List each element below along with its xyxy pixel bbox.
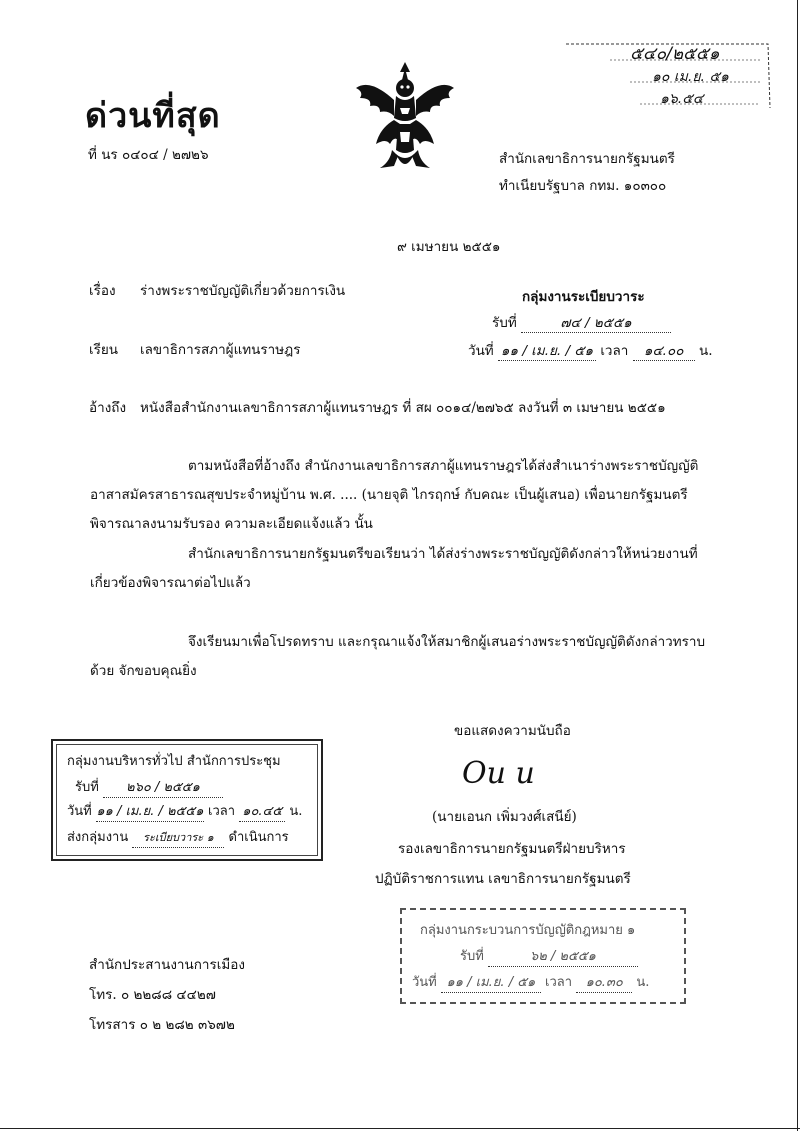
left-stamp-group-label: ส่งกลุ่มงาน	[67, 830, 129, 845]
stamp-date: ๑๐ เม.ย. ๕๑	[652, 69, 729, 85]
bottom-stamp-time-value: ๑๐.๓๐	[576, 974, 632, 993]
registry-received-label: รับที่	[492, 315, 517, 331]
bottom-stamp-title: กลุ่มงานกระบวนการบัญญัติกฎหมาย ๑	[420, 923, 636, 938]
registry-date-label: วันที่	[468, 343, 494, 359]
left-stamp-received-value: ๒๖๐ / ๒๕๕๑	[103, 779, 223, 798]
registry-received-value: ๗๔ / ๒๕๕๑	[521, 314, 671, 333]
left-stamp-date-value: ๑๑ / เม.ย. / ๒๕๕๑	[96, 803, 204, 822]
left-stamp-group-value: ระเบียบวาระ ๑	[132, 829, 224, 848]
left-receiving-stamp	[51, 739, 323, 861]
letter-date: ๙ เมษายน ๒๕๕๑	[397, 239, 501, 255]
left-stamp-date-label: วันที่	[67, 804, 92, 819]
left-stamp-received	[75, 779, 223, 798]
left-stamp-time-label: เวลา	[208, 804, 236, 819]
subject-text: ร่างพระราชบัญญัติเกี่ยวด้วยการเงิน	[140, 283, 346, 299]
left-stamp-time-suffix: น.	[289, 804, 303, 819]
left-stamp-date	[67, 803, 302, 822]
page-border-bottom	[0, 1128, 800, 1129]
office-name: สำนักเลขาธิการนายกรัฐมนตรี	[499, 151, 675, 167]
top-right-registry-stamp	[560, 34, 775, 112]
stamp-time: ๑๖.๕๔	[660, 91, 704, 107]
registry-time-label: เวลา	[600, 343, 629, 359]
urgency-heading: ด่วนที่สุด	[85, 96, 221, 136]
signatory-position: รองเลขาธิการนายกรัฐมนตรีฝ่ายบริหาร	[398, 841, 626, 857]
registry-stamp-title: กลุ่มงานระเบียบวาระ	[522, 289, 645, 305]
bottom-stamp-date-value: ๑๑ / เม.ย. / ๕๑	[441, 974, 541, 993]
left-stamp-action-label: ดำเนินการ	[228, 830, 289, 845]
office-address: ทำเนียบรัฐบาล กทม. ๑๐๓๐๐	[499, 178, 667, 194]
bottom-stamp-received	[460, 948, 638, 967]
bottom-stamp-received-label: รับที่	[460, 949, 484, 964]
signatory-name: (นายเอนก เพิ่มวงศ์เสนีย์)	[432, 809, 577, 825]
page-border-right	[797, 0, 798, 1131]
reference-number: ที่ นร ๐๔๐๔ / ๒๗๒๖	[88, 147, 209, 163]
left-stamp-title: กลุ่มงานบริหารทั่วไป สำนักการประชุม	[67, 754, 281, 769]
left-stamp-group	[67, 829, 289, 848]
bottom-stamp-date-label: วันที่	[412, 975, 437, 990]
body-paragraph-1: ตามหนังสือที่อ้างถึง สำนักงานเลขาธิการสภาผู้แทนราษฎรได้ส่งสำเนาร่างพระราชบัญญัติอาสาสมัครสาธารณสุขประจำหมู่บ้าน พ.ศ. .... (นายจุติ ไกรฤกษ์ กับคณะ เป็นผู้เสนอ) เพื่อนายกรัฐมนตรีพิจารณาลงนามรับรอง ความละเอียดแจ้งแล้ว นั้น	[90, 458, 699, 532]
footer-department: สำนักประสานงานการเมือง	[89, 957, 245, 973]
bottom-stamp-date	[412, 974, 649, 993]
recipient-text: เลขาธิการสภาผู้แทนราษฎร	[140, 342, 301, 358]
subject-label: เรื่อง	[89, 283, 116, 299]
bottom-stamp-time-label: เวลา	[545, 975, 573, 990]
body-paragraph-2: สำนักเลขาธิการนายกรัฐมนตรีขอเรียนว่า ได้ส่งร่างพระราชบัญญัติดังกล่าวให้หน่วยงานที่เกี่ยวข้องพิจารณาต่อไปแล้ว	[90, 546, 698, 591]
body-paragraph-3: จึงเรียนมาเพื่อโปรดทราบ และกรุณาแจ้งให้สมาชิกผู้เสนอร่างพระราชบัญญัติดังกล่าวทราบด้วย จักขอบคุณยิ่ง	[90, 634, 706, 679]
footer-phone: โทร. ๐ ๒๒๘๘ ๔๔๒๗	[89, 987, 216, 1003]
signature: Ou u	[462, 756, 535, 791]
bottom-stamp-received-value: ๖๒ / ๒๕๕๑	[488, 948, 638, 967]
stamp-registry-number: ๕๔๐/๒๕๕๑	[630, 44, 720, 64]
reference-label: อ้างถึง	[89, 400, 127, 416]
registry-stamp-received	[492, 314, 671, 333]
reference-text: หนังสือสำนักงานเลขาธิการสภาผู้แทนราษฎร ที่ สผ ๐๐๑๔/๒๗๖๕ ลงวันที่ ๓ เมษายน ๒๕๕๑	[140, 400, 666, 416]
bottom-stamp-time-suffix: น.	[636, 975, 650, 990]
signatory-acting-position: ปฏิบัติราชการแทน เลขาธิการนายกรัฐมนตรี	[375, 871, 631, 887]
garuda-emblem-icon	[350, 58, 460, 176]
registry-date-value: ๑๑ / เม.ย. / ๕๑	[498, 342, 596, 361]
left-stamp-time-value: ๑๐.๔๕	[239, 803, 285, 822]
closing-regards: ขอแสดงความนับถือ	[454, 723, 571, 739]
footer-fax: โทรสาร ๐ ๒ ๒๘๒ ๓๖๗๒	[89, 1017, 235, 1033]
bottom-receiving-stamp	[400, 908, 686, 1004]
left-stamp-received-label: รับที่	[75, 780, 99, 795]
recipient-label: เรียน	[89, 342, 119, 358]
registry-stamp-date	[468, 342, 713, 361]
registry-time-suffix: น.	[698, 343, 713, 359]
registry-time-value: ๑๔.๐๐	[633, 342, 695, 361]
